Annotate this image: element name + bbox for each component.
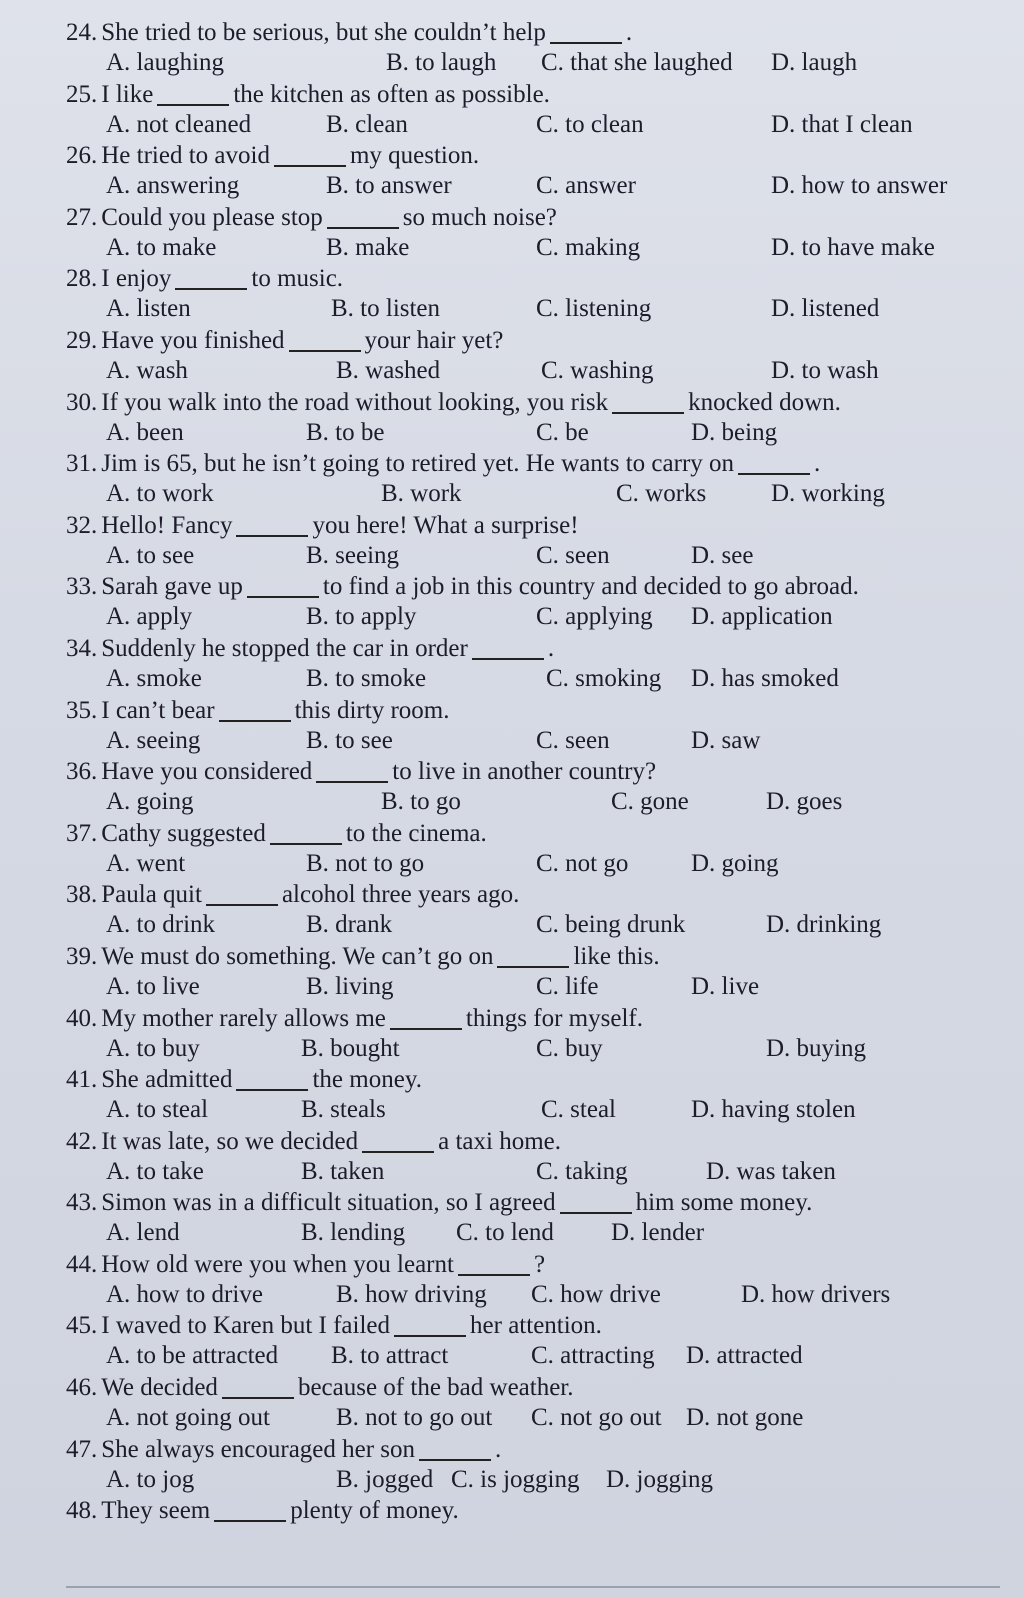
question-number: 43. [66,1189,98,1217]
answer-option: D. lender [611,1219,705,1247]
answer-option: D. listened [771,295,880,323]
answer-option: C. taking [536,1157,628,1185]
question-text-after: so much noise? [402,203,557,231]
question-text-after: . [495,1435,502,1463]
answer-option: B. clean [326,110,408,138]
question-number: 48. [66,1497,98,1525]
question-number: 39. [66,942,98,970]
question-number: 27. [66,203,98,231]
answer-option: B. taken [301,1157,385,1185]
answer-option: D. to wash [771,356,879,384]
answer-option: A. wash [106,356,188,384]
answer-option: D. buying [766,1034,866,1062]
question-text-before: It was late, so we decided [101,1127,359,1155]
answer-option: A. answering [106,172,240,200]
question-stem [66,141,479,171]
question-item [66,819,1000,881]
question-stem [66,80,550,110]
answer-option: B. to answer [326,172,452,200]
question-text-after: things for myself. [465,1004,643,1032]
question-stem [66,264,343,294]
answer-options [106,541,1006,571]
answer-option: B. to be [306,418,385,446]
question-number: 33. [66,573,98,601]
question-text-before: Paula quit [101,881,202,909]
question-stem [66,1065,422,1095]
answer-option: D. working [771,480,885,508]
question-text-after: to the cinema. [345,819,487,847]
question-number: 26. [66,142,98,170]
answer-blank [270,841,342,845]
question-stem [66,1004,643,1034]
answer-option: B. work [381,480,462,508]
question-number: 30. [66,388,98,416]
answer-option: A. to be attracted [106,1342,279,1370]
answer-blank [274,163,346,167]
question-number: 34. [66,634,98,662]
answer-option: B. to attract [331,1342,449,1370]
question-item [66,880,1000,942]
answer-option: A. to steal [106,1096,209,1124]
question-text-after: her attention. [470,1312,602,1340]
answer-options [106,356,1006,386]
answer-blank [289,348,361,352]
question-item [66,264,1000,326]
answer-option: C. not go [536,849,629,877]
answer-option: D. saw [691,726,761,754]
question-item [66,449,1000,511]
question-text-before: Simon was in a difficult situation, so I agreed [101,1189,556,1217]
question-item [66,80,1000,142]
question-text-before: They seem [101,1497,211,1525]
answer-option: C. seen [536,541,610,569]
answer-option: C. applying [536,603,653,631]
answer-option: D. that I clean [771,110,913,138]
question-stem [66,511,579,541]
answer-options [106,1341,1006,1371]
question-stem [66,696,449,726]
answer-option: C. seen [536,726,610,754]
answer-option: A. not going out [106,1404,270,1432]
question-text-after: like this. [573,942,660,970]
question-stem [66,203,557,233]
answer-options [106,1157,1006,1187]
question-number: 40. [66,1004,98,1032]
question-text-before: How old were you when you learnt [101,1250,454,1278]
question-number: 28. [66,265,98,293]
question-number: 47. [66,1435,98,1463]
answer-options [106,479,1006,509]
question-number: 37. [66,819,98,847]
question-text-before: She always encouraged her son [101,1435,416,1463]
answer-option: B. drank [306,911,393,939]
question-item [66,1188,1000,1250]
answer-option: B. living [306,972,394,1000]
answer-option: B. to see [306,726,393,754]
question-text-before: She tried to be serious, but she couldn’t help [101,19,546,46]
question-text-after: ? [533,1250,546,1278]
answer-options [106,787,1006,817]
answer-options [106,171,1006,201]
question-item [66,942,1000,1004]
question-item [66,1065,1000,1127]
answer-option: A. to drink [106,911,216,939]
question-text-after: a taxi home. [438,1127,561,1155]
question-stem [66,449,820,479]
question-stem [66,1373,574,1403]
question-text-before: He tried to avoid [101,142,270,170]
answer-option: C. be [536,418,589,446]
answer-option: C. to lend [456,1219,554,1247]
question-number: 32. [66,511,98,539]
answer-blank [738,471,810,475]
answer-blank [247,594,319,598]
answer-option: B. how driving [336,1280,487,1308]
answer-blank [472,656,544,660]
question-text-after: knocked down. [688,388,841,416]
question-item [66,696,1000,758]
answer-option: B. to smoke [306,664,427,692]
question-text-after: to live in another country? [392,758,657,786]
answer-option: C. answer [536,172,636,200]
answer-option: C. washing [541,356,654,384]
question-stem [66,1496,459,1526]
answer-option: C. listening [536,295,652,323]
question-stem [66,1311,602,1341]
answer-option: C. how drive [531,1280,661,1308]
answer-option: C. making [536,233,641,261]
answer-blank [157,102,229,106]
question-text-after: my question. [349,142,480,170]
question-text-before: I waved to Karen but I failed [101,1312,391,1340]
question-text-before: Hello! Fancy [101,511,233,539]
answer-blank [316,779,388,783]
answer-options [106,110,1006,140]
answer-options [106,1034,1006,1064]
answer-blank [175,286,247,290]
answer-option: C. that she laughed [541,49,733,76]
answer-options [106,849,1006,879]
question-text-before: Could you please stop [101,203,323,231]
answer-option: C. steal [541,1096,616,1124]
question-item [66,1127,1000,1189]
question-item [66,634,1000,696]
question-item [66,326,1000,388]
question-text-before: I can’t bear [101,696,215,724]
answer-blank [222,1395,294,1399]
question-stem [66,819,487,849]
question-stem [66,1127,561,1157]
question-stem [66,572,859,602]
question-text-before: We must do something. We can’t go on [101,942,494,970]
bottom-rule [66,1586,1000,1588]
answer-option: A. to live [106,972,200,1000]
answer-option: D. having stolen [691,1096,856,1124]
answer-blank [497,964,569,968]
answer-option: D. going [691,849,779,877]
answer-option: B. not to go [306,849,425,877]
question-item [66,757,1000,819]
answer-blank [458,1272,530,1276]
question-stem [66,1188,812,1218]
question-stem [66,326,503,356]
question-text-after: the kitchen as often as possible. [233,80,550,108]
question-number: 45. [66,1312,98,1340]
answer-option: C. works [616,480,707,508]
answer-option: C. gone [611,788,689,816]
answer-option: D. laugh [771,49,858,76]
answer-option: B. jogged [336,1465,434,1493]
answer-option: C. buy [536,1034,603,1062]
answer-options [106,233,1006,263]
question-stem [66,388,841,418]
answer-option: D. how drivers [741,1280,891,1308]
answer-blank [214,1518,286,1522]
answer-blank [394,1333,466,1337]
answer-option: D. live [691,972,760,1000]
question-item [66,388,1000,450]
question-number: 24. [66,19,98,46]
question-stem [66,942,660,972]
answer-option: A. to see [106,541,195,569]
answer-option: D. jogging [606,1465,713,1493]
question-number: 25. [66,80,98,108]
answer-option: D. being [691,418,778,446]
answer-options [106,1403,1006,1433]
answer-option: A. apply [106,603,193,631]
question-text-after: alcohol three years ago. [281,881,520,909]
question-number: 29. [66,326,98,354]
question-stem [66,880,519,910]
answer-blank [612,410,684,414]
question-item [66,141,1000,203]
answer-options [106,664,1006,694]
answer-option: C. life [536,972,599,1000]
answer-option: A. to buy [106,1034,200,1062]
answer-option: C. not go out [531,1404,662,1432]
question-item [66,572,1000,634]
answer-option: B. to apply [306,603,417,631]
question-stem [66,1435,501,1465]
answer-option: B. washed [336,356,441,384]
answer-blank [219,718,291,722]
question-number: 46. [66,1374,98,1402]
question-text-after: plenty of money. [290,1497,459,1525]
answer-option: D. drinking [766,911,882,939]
question-text-before: Sarah gave up [101,573,243,601]
question-text-after: . [547,634,555,662]
answer-blank [550,40,622,44]
question-text-after: . [625,19,633,46]
answer-option: B. bought [301,1034,400,1062]
answer-option: D. how to answer [771,172,948,200]
answer-option: C. attracting [531,1342,655,1370]
question-number: 42. [66,1127,98,1155]
answer-option: A. been [106,418,184,446]
answer-option: A. not cleaned [106,110,252,138]
answer-options [106,972,1006,1002]
answer-options [106,1465,1006,1495]
answer-options [106,48,1006,78]
question-stem [66,757,656,787]
answer-blank [362,1149,434,1153]
answer-option: A. to take [106,1157,204,1185]
question-text-before: We decided [101,1374,218,1402]
answer-option: B. seeing [306,541,400,569]
answer-options [106,294,1006,324]
question-item [66,1250,1000,1312]
question-number: 41. [66,1066,98,1094]
question-text-after: your hair yet? [364,326,504,354]
question-text-after: because of the bad weather. [297,1374,574,1402]
question-stem [66,1250,545,1280]
question-text-after: you here! What a surprise! [312,511,579,539]
question-stem [66,634,554,664]
question-text-after: to find a job in this country and decided to go abroad. [322,573,859,601]
answer-options [106,1218,1006,1248]
question-item [66,511,1000,573]
answer-option: D. not gone [686,1404,804,1432]
answer-option: B. lending [301,1219,406,1247]
answer-option: B. not to go out [336,1404,493,1432]
answer-blank [206,902,278,906]
answer-option: A. going [106,788,194,816]
answer-option: D. application [691,603,833,631]
answer-options [106,1280,1006,1310]
answer-option: B. steals [301,1096,386,1124]
question-text-before: I enjoy [101,265,172,293]
answer-option: A. how to drive [106,1280,263,1308]
question-item [66,1311,1000,1373]
question-number: 31. [66,450,98,478]
answer-option: D. was taken [706,1157,836,1185]
question-text-before: Suddenly he stopped the car in order [101,634,468,662]
question-text-before: My mother rarely allows me [101,1004,386,1032]
question-text-before: Cathy suggested [101,819,266,847]
answer-option: A. seeing [106,726,201,754]
answer-option: A. laughing [106,49,225,76]
answer-option: A. lend [106,1219,180,1247]
answer-blank [419,1457,491,1461]
question-text-before: I like [101,80,154,108]
question-stem [66,18,632,48]
question-item [66,1004,1000,1066]
answer-blank [236,533,308,537]
answer-option: A. to work [106,480,214,508]
answer-option: B. to listen [331,295,441,323]
answer-option: B. to go [381,788,461,816]
question-number: 35. [66,696,98,724]
question-text-after: . [814,450,821,478]
question-item [66,1496,1000,1558]
answer-option: D. see [691,541,754,569]
answer-option: D. attracted [686,1342,803,1370]
answer-option: D. goes [766,788,843,816]
answer-blank [390,1026,462,1030]
question-text-after: the money. [312,1066,422,1094]
answer-option: B. to laugh [386,49,497,76]
question-text-before: Have you considered [101,758,313,786]
question-item [66,1435,1000,1497]
answer-options [106,418,1006,448]
question-item [66,1373,1000,1435]
question-text-before: Jim is 65, but he isn’t going to retired yet. He wants to carry on [101,450,735,478]
answer-option: D. has smoked [691,664,839,692]
answer-option: B. make [326,233,410,261]
answer-blank [236,1087,308,1091]
answer-option: A. listen [106,295,191,323]
question-item [66,18,1000,80]
answer-option: D. to have make [771,233,935,261]
answer-options [106,910,1006,940]
answer-blank [560,1210,632,1214]
question-number: 36. [66,758,98,786]
answer-option: A. smoke [106,664,202,692]
answer-option: C. is jogging [451,1465,580,1493]
question-number: 38. [66,881,98,909]
answer-option: A. to make [106,233,217,261]
answer-options [106,1095,1006,1125]
answer-options [106,726,1006,756]
answer-option: A. to jog [106,1465,195,1493]
answer-blank [327,225,399,229]
question-number: 44. [66,1250,98,1278]
answer-option: C. smoking [546,664,662,692]
answer-option: C. being drunk [536,911,686,939]
answer-option: C. to clean [536,110,644,138]
question-text-before: She admitted [101,1066,233,1094]
question-text-before: If you walk into the road without looking, you risk [101,388,609,416]
answer-option: A. went [106,849,186,877]
question-text-after: this dirty room. [294,696,450,724]
question-text-after: him some money. [635,1189,813,1217]
question-item [66,203,1000,265]
answer-options [106,602,1006,632]
question-text-after: to music. [251,265,344,293]
question-text-before: Have you finished [101,326,285,354]
